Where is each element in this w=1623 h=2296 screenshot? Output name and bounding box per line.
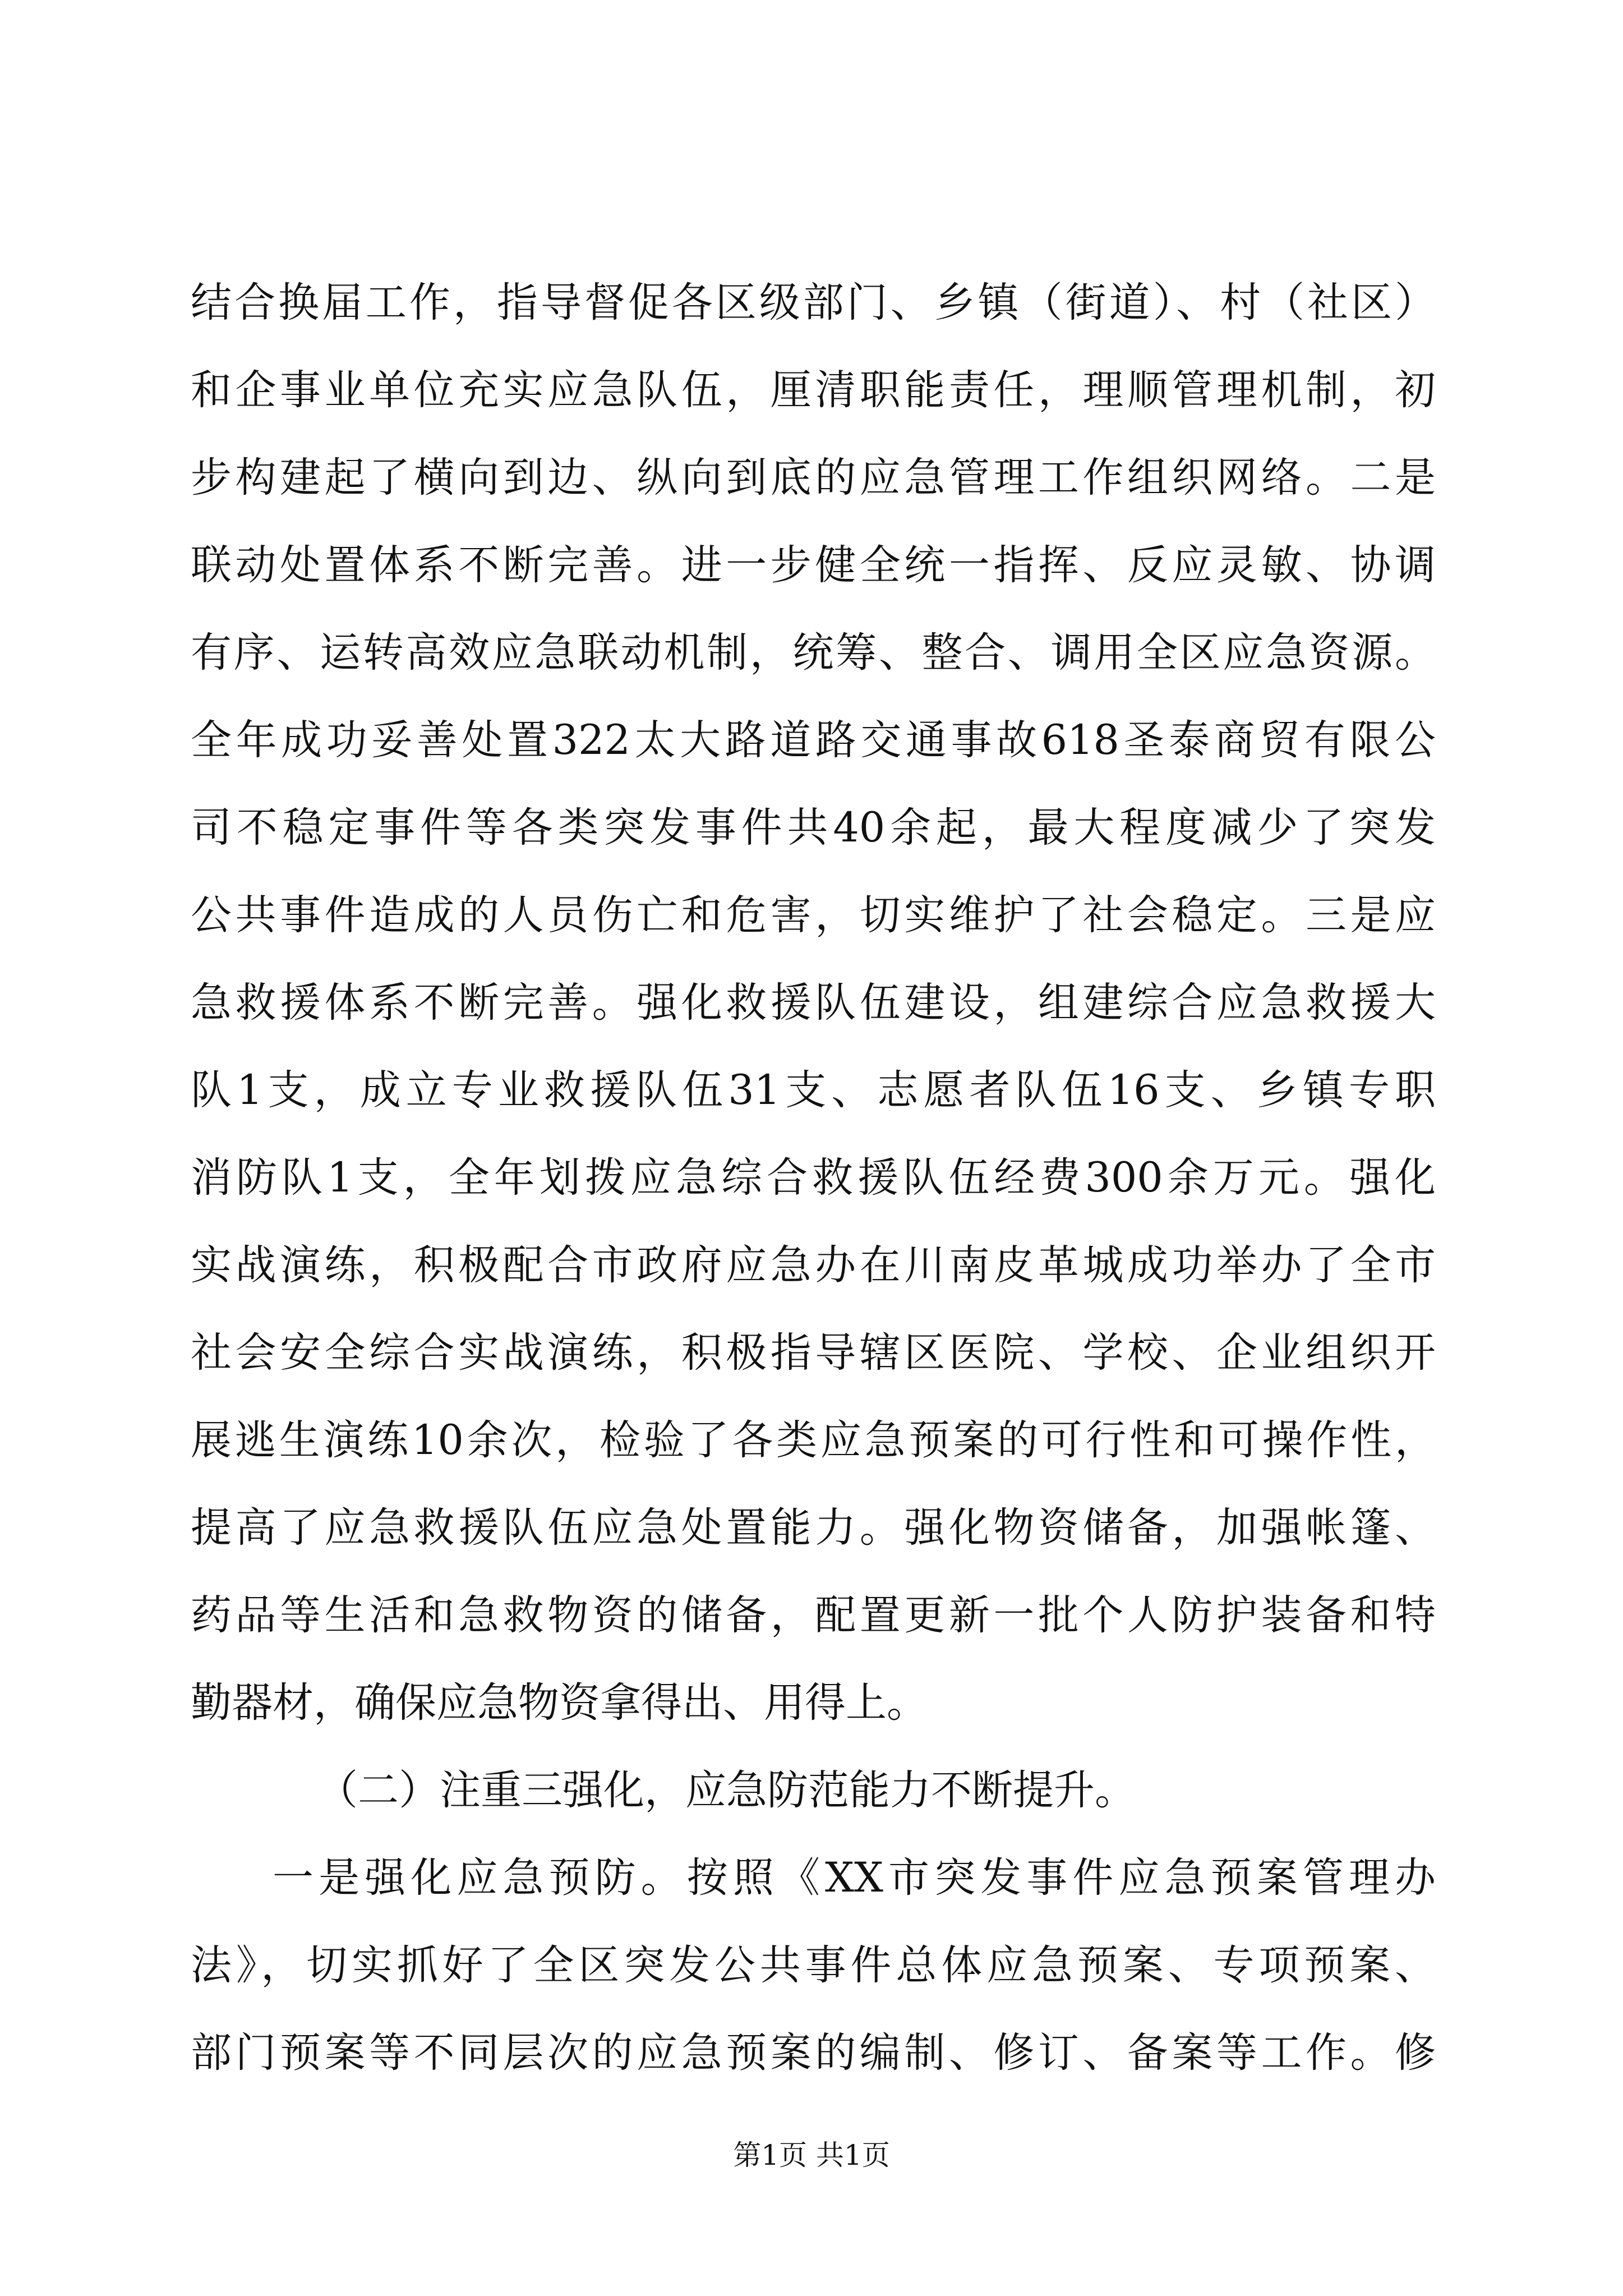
paragraph-line: 步构建起了横向到边、纵向到底的应急管理工作组织网络。二是: [191, 454, 1436, 501]
paragraph-line: 勤器材，确保应急物资拿得出、用得上。: [191, 1679, 928, 1727]
paragraph-line: 队1支，成立专业救援队伍31支、志愿者队伍16支、乡镇专职: [191, 1066, 1436, 1114]
paragraph-line: 全年成功妥善处置322太大路道路交通事故618圣泰商贸有限公: [191, 716, 1436, 764]
paragraph-line: 部门预案等不同层次的应急预案的编制、修订、备案等工作。修: [191, 2029, 1436, 2077]
paragraph-line: 药品等生活和急救物资的储备，配置更新一批个人防护装备和特: [191, 1591, 1436, 1639]
paragraph-line: 和企事业单位充实应急队伍，厘清职能责任，理顺管理机制，初: [191, 366, 1436, 414]
paragraph-line: 结合换届工作，指导督促各区级部门、乡镇（街道）、村（社区）: [191, 279, 1436, 326]
paragraph-line: 实战演练，积极配合市政府应急办在川南皮革城成功举办了全市: [191, 1241, 1436, 1289]
page-footer: 第1页 共1页: [733, 2139, 890, 2171]
paragraph-line: 法》，切实抓好了全区突发公共事件总体应急预案、专项预案、: [191, 1941, 1436, 1989]
paragraph-line: 司不稳定事件等各类突发事件共40余起，最大程度减少了突发: [191, 804, 1436, 852]
section-heading: （二）注重三强化，应急防范能力不断提升。: [317, 1766, 1136, 1814]
paragraph-line: 消防队1支，全年划拨应急综合救援队伍经费300余万元。强化: [191, 1154, 1436, 1202]
paragraph-line: 联动处置体系不断完善。进一步健全统一指挥、反应灵敏、协调: [191, 541, 1436, 589]
paragraph-line: 公共事件造成的人员伤亡和危害，切实维护了社会稳定。三是应: [191, 891, 1436, 939]
paragraph-line: 提高了应急救援队伍应急处置能力。强化物资储备，加强帐篷、: [191, 1504, 1436, 1552]
paragraph-line: 社会安全综合实战演练，积极指导辖区医院、学校、企业组织开: [191, 1329, 1436, 1377]
paragraph-line: 一是强化应急预防。按照《XX市突发事件应急预案管理办: [273, 1854, 1436, 1902]
paragraph-line: 展逃生演练10余次，检验了各类应急预案的可行性和可操作性，: [191, 1416, 1436, 1464]
paragraph-line: 有序、运转高效应急联动机制，统筹、整合、调用全区应急资源。: [191, 629, 1436, 677]
document-body: [191, 259, 1436, 2097]
paragraph-line: 急救援体系不断完善。强化救援队伍建设，组建综合应急救援大: [191, 979, 1436, 1027]
